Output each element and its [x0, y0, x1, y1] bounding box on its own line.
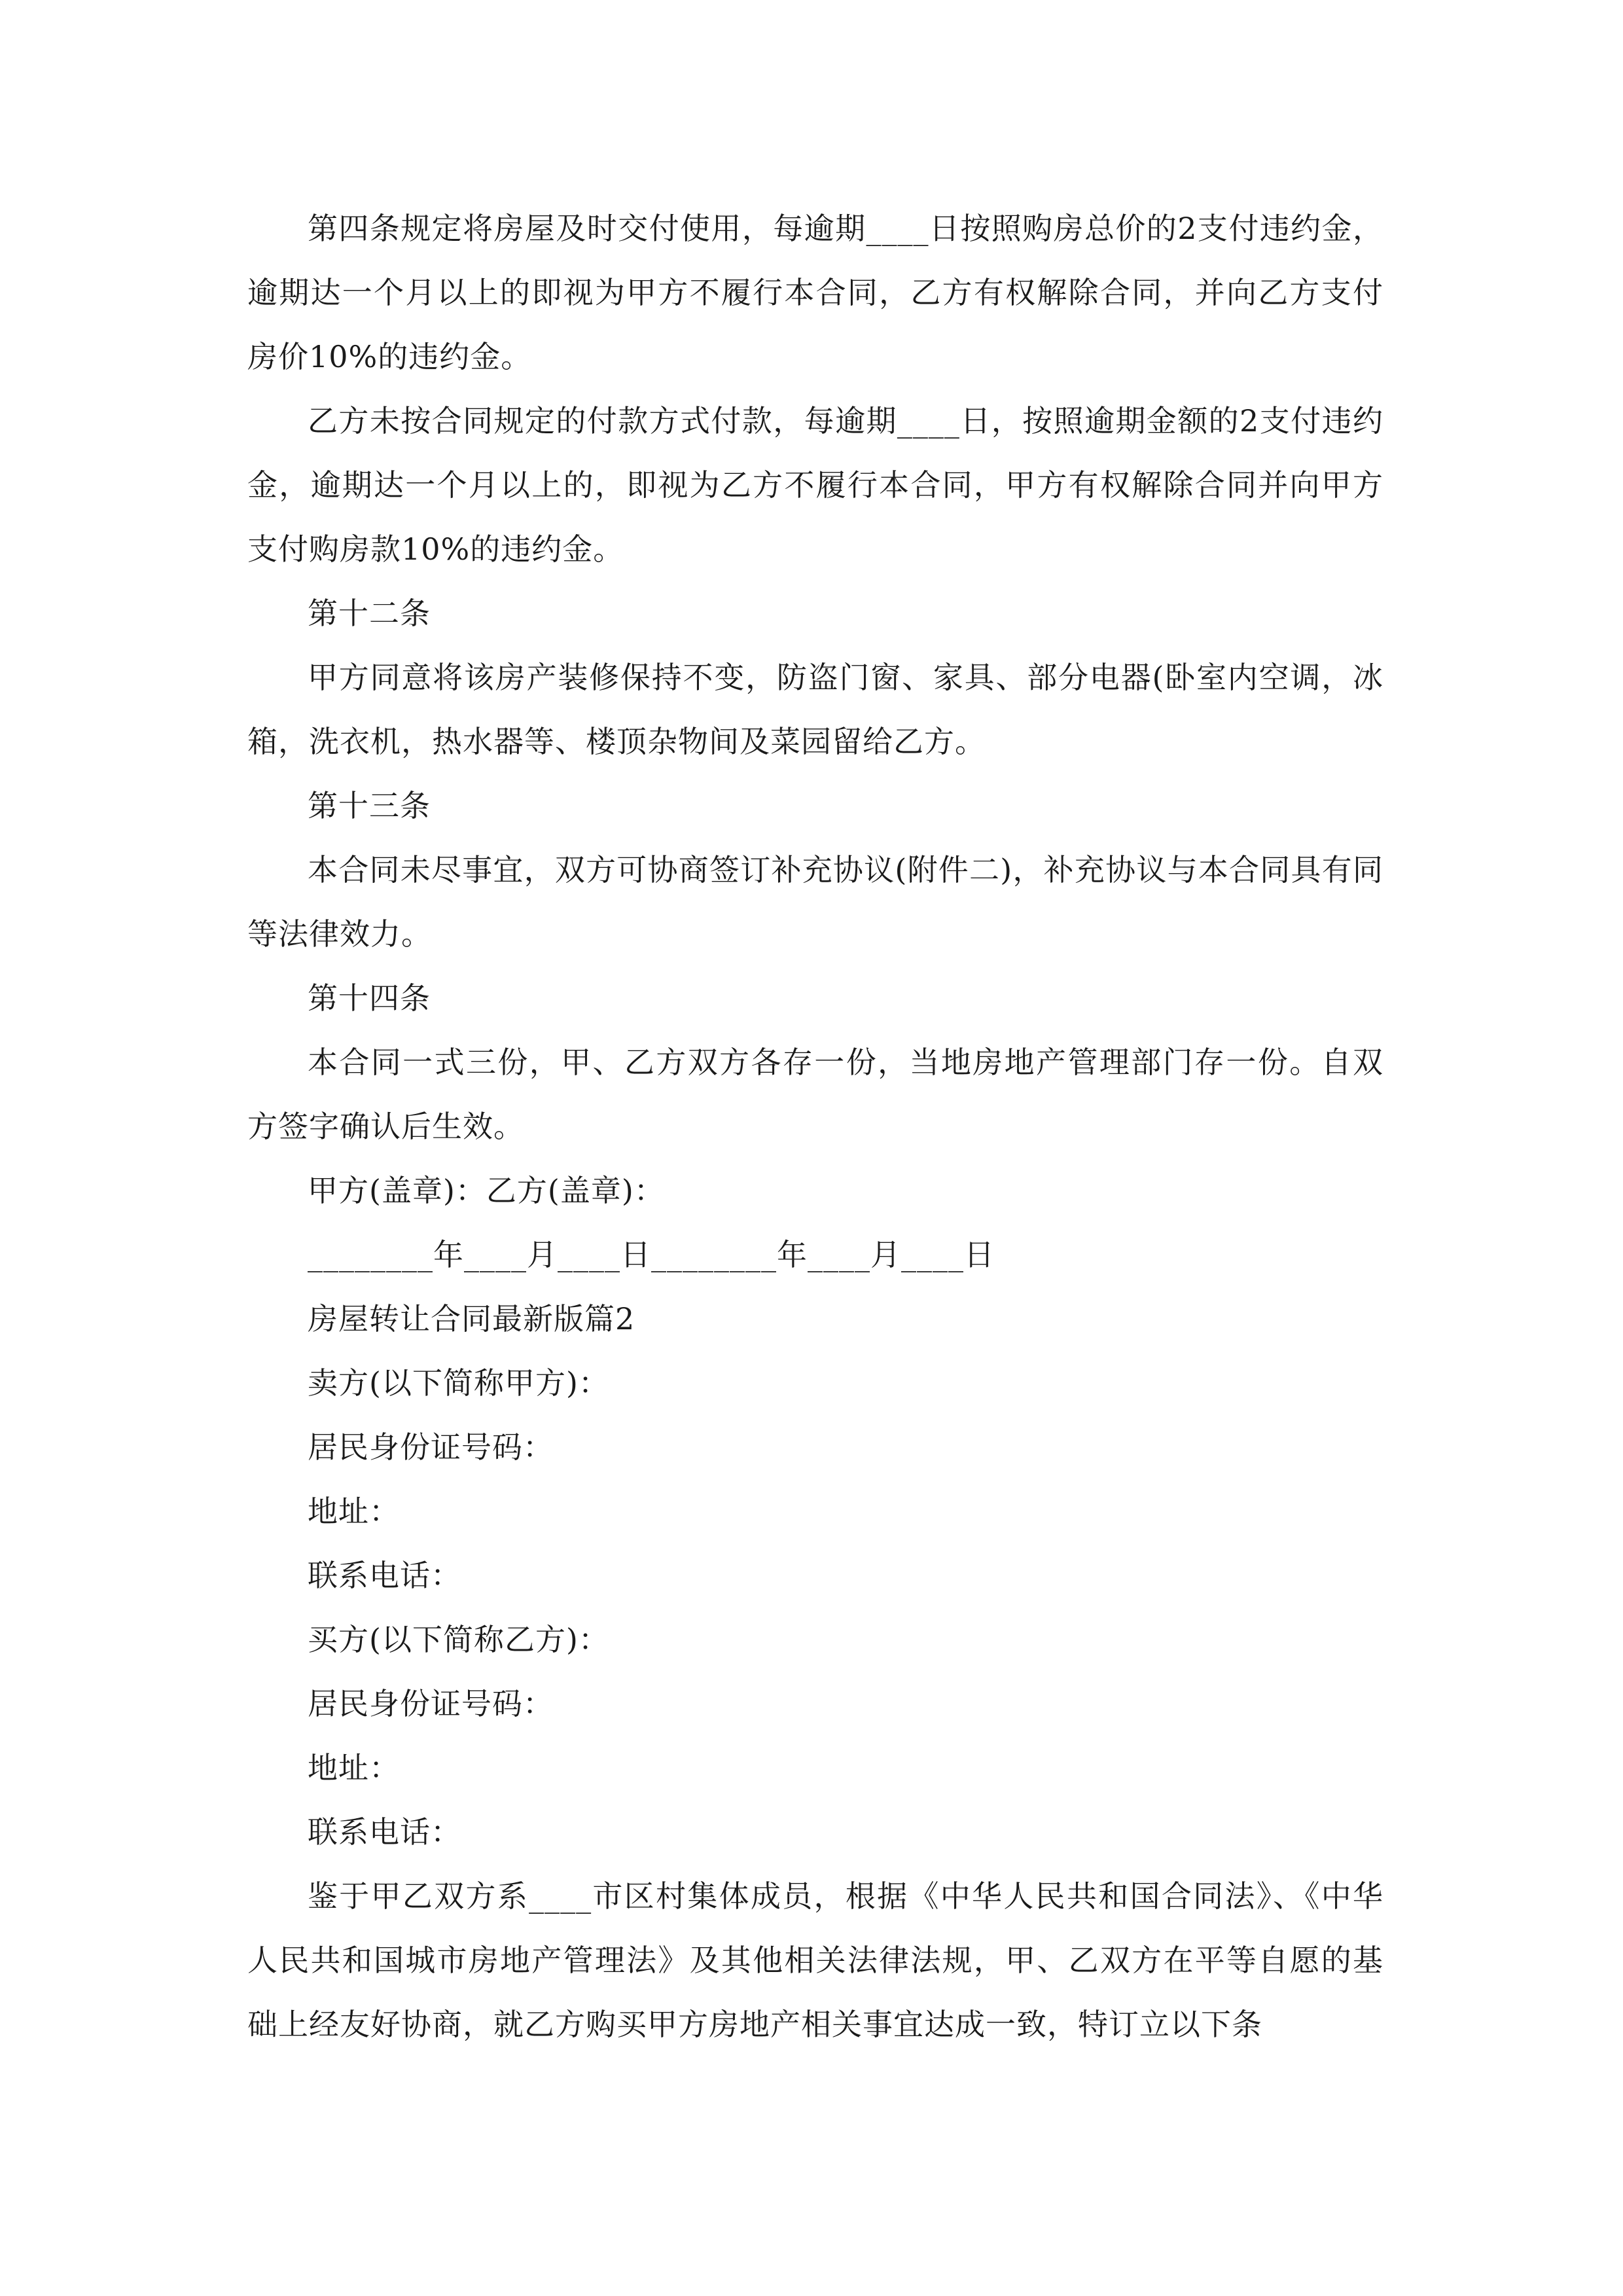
seller-label: 卖方(以下简称甲方)： [308, 1365, 609, 1401]
buyer-label: 买方(以下简称乙方)： [308, 1622, 609, 1657]
article-12-paragraph: 甲方同意将该房产装修保持不变，防盗门窗、家具、部分电器(卧室内空调，冰箱，洗衣机，热水器等、楼顶杂物间及菜园留给乙方。 [247, 660, 1383, 759]
article-4-delivery-penalty-paragraph: 第四条规定将房屋及时交付使用，每逾期____日按照购房总价的2支付违约金，逾期达一个月以上的即视为甲方不履行本合同，乙方有权解除合同，并向乙方支付房价10%的违约金。 [247, 211, 1383, 374]
buyer-id-number-label: 居民身份证号码： [308, 1686, 554, 1721]
seal-line: 甲方(盖章)：乙方(盖章)： [308, 1173, 665, 1208]
buyer-address-label: 地址： [308, 1750, 400, 1785]
seller-address-label: 地址： [308, 1494, 400, 1529]
buyer-payment-penalty-paragraph: 乙方未按合同规定的付款方式付款，每逾期____日，按照逾期金额的2支付违约金，逾期达一个月以上的，即视为乙方不履行本合同，甲方有权解除合同并向甲方支付购房款10%的违约金。 [247, 403, 1383, 567]
section-title-part-2: 房屋转让合同最新版篇2 [308, 1301, 635, 1336]
article-12-heading: 第十二条 [308, 596, 431, 631]
article-13-paragraph: 本合同未尽事宜，双方可协商签订补充协议(附件二)，补充协议与本合同具有同等法律效力。 [247, 852, 1383, 952]
seller-phone-label: 联系电话： [308, 1558, 461, 1593]
article-14-heading: 第十四条 [308, 980, 431, 1016]
seller-id-number-label: 居民身份证号码： [308, 1429, 554, 1465]
date-line: ________年____月____日________年____月____日 [308, 1237, 995, 1272]
article-14-paragraph: 本合同一式三份，甲、乙方双方各存一份，当地房地产管理部门存一份。自双方签字确认后生效。 [247, 1045, 1383, 1144]
preamble-paragraph: 鉴于甲乙双方系____市区村集体成员，根据《中华人民共和国合同法》、《中华人民共和国城市房地产管理法》及其他相关法律法规，甲、乙双方在平等自愿的基础上经友好协商，就乙方购买甲方房地产相关事宜达成一致，特订立以下条 [247, 1878, 1383, 2042]
article-13-heading: 第十三条 [308, 788, 431, 823]
buyer-phone-label: 联系电话： [308, 1814, 461, 1850]
document-body [247, 196, 1383, 2056]
